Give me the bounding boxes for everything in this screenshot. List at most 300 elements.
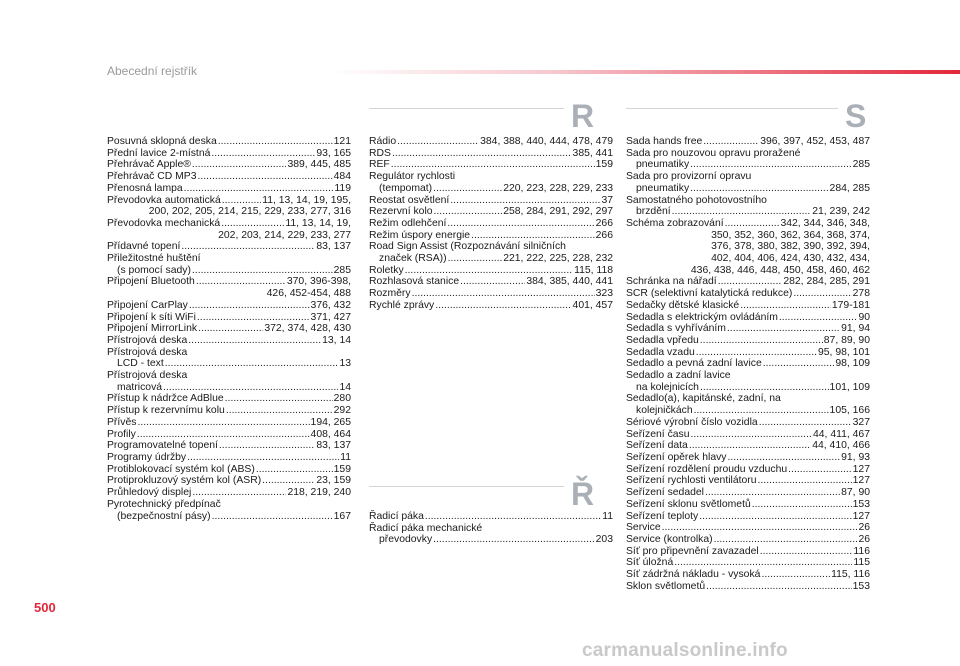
dot-leader xyxy=(435,300,571,312)
index-entry xyxy=(626,557,870,569)
entry-pages: 13, 14 xyxy=(322,334,351,346)
index-entry xyxy=(626,440,870,452)
index-entry xyxy=(107,195,351,207)
index-entry xyxy=(107,405,351,417)
dot-leader xyxy=(198,323,263,335)
entry-pages: 121 xyxy=(333,136,351,147)
entry-label: (tempomat) xyxy=(379,182,433,194)
entry-pages: 95, 98, 101 xyxy=(818,346,870,358)
index-entry xyxy=(369,148,613,160)
dot-leader xyxy=(192,265,333,277)
index-entry-heading: Sada pro nouzovou opravu proražené xyxy=(626,147,801,159)
entry-label: Přístup k nádržce AdBlue xyxy=(107,393,224,405)
entry-pages-continued: 202, 203, 214, 229, 233, 277 xyxy=(218,229,351,241)
entry-pages: 119 xyxy=(334,182,351,194)
entry-label: Přívěs xyxy=(107,416,137,428)
index-entry xyxy=(107,358,351,370)
entry-label: Programovatelné topení xyxy=(107,440,218,452)
entry-pages: 116 xyxy=(853,545,870,557)
index-entry xyxy=(626,405,870,417)
index-entry xyxy=(626,276,870,288)
dot-leader xyxy=(763,358,835,370)
entry-label: Přenosná lampa xyxy=(107,182,183,194)
entry-pages: 11, 13, 14, 19, xyxy=(285,217,351,229)
entry-label: Seřízení data xyxy=(626,440,688,452)
dot-leader xyxy=(447,218,594,230)
entry-label: Přední lavice 2-místná xyxy=(107,147,211,159)
index-entry xyxy=(626,300,870,312)
dot-leader xyxy=(448,253,503,265)
dot-leader xyxy=(662,522,858,534)
index-entry-heading: Samostatného pohotovostního xyxy=(626,194,767,206)
dot-leader xyxy=(674,557,852,569)
entry-label: Sedadla s elektrickým ovládáním xyxy=(626,311,778,323)
entry-pages: 385, 441 xyxy=(572,147,613,159)
entry-label: Seřízení rychlosti ventilátoru xyxy=(626,475,757,487)
entry-pages: 194, 265 xyxy=(310,416,351,428)
index-entry xyxy=(626,347,870,359)
entry-pages-continued: 436, 438, 446, 448, 450, 458, 460, 462 xyxy=(690,264,870,276)
index-entry xyxy=(107,393,351,405)
entry-label: Připojení CarPlay xyxy=(107,299,188,311)
index-entry xyxy=(107,300,351,312)
entry-pages: 159 xyxy=(595,159,613,171)
index-entry xyxy=(626,475,870,487)
dot-leader xyxy=(450,195,600,207)
index-entry xyxy=(107,148,351,160)
entry-pages: 11 xyxy=(340,451,351,463)
index-entry xyxy=(369,218,613,230)
index-entry-heading: Pyrotechnický předpínač xyxy=(107,498,221,510)
entry-pages: 37 xyxy=(601,194,613,206)
index-column-left xyxy=(107,136,351,522)
index-entry-heading: Přístrojová deska xyxy=(107,346,188,358)
index-entry xyxy=(369,206,613,218)
entry-label: Převodovka automatická xyxy=(107,194,221,206)
entry-label: SCR (selektivní katalytická redukce) xyxy=(626,288,793,300)
entry-pages: 101, 109 xyxy=(829,381,870,393)
entry-pages: 153 xyxy=(852,580,870,592)
entry-label: Rychlé zprávy xyxy=(369,299,435,311)
entry-pages: 372, 374, 428, 430 xyxy=(264,323,351,335)
dot-leader xyxy=(397,136,479,148)
entry-label: Sada hands free xyxy=(626,136,703,147)
index-entry xyxy=(369,300,613,312)
index-entry xyxy=(107,323,351,335)
entry-pages: 389, 445, 485 xyxy=(287,159,351,171)
entry-label: Seřízení sklonu světlometů xyxy=(626,498,751,510)
entry-pages: 14 xyxy=(339,381,351,393)
entry-pages: 220, 223, 228, 229, 233 xyxy=(503,182,613,194)
index-entry xyxy=(369,253,613,265)
entry-label: brzdění xyxy=(636,206,671,218)
dot-leader xyxy=(740,300,831,312)
entry-pages: 93, 165 xyxy=(316,147,351,159)
entry-label: pneumatiky xyxy=(636,159,690,171)
index-entry xyxy=(107,218,351,230)
section-letter-s: S xyxy=(845,98,867,134)
index-entry xyxy=(107,382,351,394)
dot-leader xyxy=(198,171,333,183)
entry-pages-continued: 350, 352, 360, 362, 364, 368, 374, xyxy=(711,229,870,241)
dot-leader xyxy=(218,136,333,148)
section-divider-r-caron xyxy=(369,486,564,487)
entry-label: Seřízení teploty xyxy=(626,510,699,522)
entry-label: Převodovka mechanická xyxy=(107,217,221,229)
index-entry xyxy=(626,382,870,394)
index-entry xyxy=(626,136,870,148)
entry-label: Rozhlasová stanice xyxy=(369,276,460,288)
dot-leader xyxy=(725,218,780,230)
entry-label: na kolejnicích xyxy=(636,381,699,393)
entry-pages: 371, 427 xyxy=(310,311,351,323)
section-letter-r: R xyxy=(571,98,595,134)
index-entry xyxy=(369,136,613,148)
dot-leader xyxy=(788,464,851,476)
entry-pages-continued: 426, 452-454, 488 xyxy=(266,288,351,300)
index-entry xyxy=(107,265,351,277)
dot-leader xyxy=(405,265,573,277)
entry-label: Profily xyxy=(107,428,136,440)
entry-pages: 384, 385, 440, 441 xyxy=(526,276,613,288)
dot-leader xyxy=(705,487,840,499)
index-entry xyxy=(626,159,870,171)
entry-pages: 87, 89, 90 xyxy=(823,334,870,346)
dot-leader xyxy=(425,511,601,523)
dot-leader xyxy=(433,534,595,546)
entry-label: Service (kontrolka) xyxy=(626,533,713,545)
dot-leader xyxy=(700,382,829,394)
entry-label: Průhledový displej xyxy=(107,487,192,499)
index-entry xyxy=(369,276,613,288)
entry-pages: 323 xyxy=(595,288,613,300)
dot-leader xyxy=(262,475,315,487)
index-column-middle xyxy=(369,136,613,312)
index-entry xyxy=(107,417,351,429)
index-entry xyxy=(107,171,351,183)
index-entry xyxy=(107,487,351,499)
entry-label: (bezpečnostní pásy) xyxy=(117,510,211,522)
entry-pages-continued: 402, 404, 406, 424, 430, 432, 434, xyxy=(711,253,870,265)
index-entry xyxy=(107,335,351,347)
dot-leader xyxy=(225,393,333,405)
index-entry xyxy=(369,288,613,300)
entry-pages: 153 xyxy=(852,498,870,510)
index-entry xyxy=(626,499,870,511)
entry-pages: 127 xyxy=(852,510,870,522)
dot-leader xyxy=(211,148,315,160)
dot-leader xyxy=(192,487,286,499)
entry-pages: 159 xyxy=(333,463,351,475)
index-entry-heading: Přiležitostné huštění xyxy=(107,253,201,265)
index-entry xyxy=(369,265,613,277)
dot-leader xyxy=(752,499,852,511)
index-entry xyxy=(626,429,870,441)
index-entry xyxy=(107,464,351,476)
dot-leader xyxy=(689,440,811,452)
index-entry xyxy=(369,159,613,171)
entry-label: Režim úspory energie xyxy=(369,229,471,241)
index-entry xyxy=(369,534,613,546)
entry-label: Sériové výrobní číslo vozidla xyxy=(626,416,758,428)
entry-label: LCD - text xyxy=(117,358,164,370)
dot-leader xyxy=(758,475,852,487)
entry-label: Roletky xyxy=(369,264,404,276)
entry-pages: 218, 219, 240 xyxy=(287,487,351,499)
entry-pages: 221, 222, 225, 228, 232 xyxy=(503,253,613,265)
entry-label: REF xyxy=(369,159,390,171)
index-entry xyxy=(626,358,870,370)
entry-pages: 11, 13, 14, 19, 195, xyxy=(262,194,351,206)
entry-pages: 370, 396-398, xyxy=(286,276,351,288)
entry-label: Přehrávač CD MP3 xyxy=(107,171,197,183)
dot-leader xyxy=(703,136,759,148)
dot-leader xyxy=(728,452,841,464)
entry-pages: 13 xyxy=(339,358,351,370)
dot-leader xyxy=(696,347,817,359)
entry-label: Síť zádržná nákladu - vysoká xyxy=(626,569,761,581)
dot-leader xyxy=(256,464,333,476)
entry-pages: 408, 464 xyxy=(310,428,351,440)
dot-leader xyxy=(433,183,502,195)
index-entry xyxy=(107,511,351,523)
index-entry-heading: Sada pro provizorní opravu xyxy=(626,171,752,183)
entry-label: Síť pro připevnění zavazadel xyxy=(626,545,759,557)
index-entry xyxy=(107,429,351,441)
header-accent-bar xyxy=(330,70,960,74)
index-entry xyxy=(107,241,351,253)
index-entry xyxy=(626,511,870,523)
dot-leader xyxy=(221,218,284,230)
entry-label: Rádio xyxy=(369,136,397,147)
index-entry xyxy=(626,288,870,300)
entry-pages: 127 xyxy=(852,475,870,487)
index-entry xyxy=(626,183,870,195)
entry-label: Seřízení sedadel xyxy=(626,487,704,499)
entry-pages: 285 xyxy=(852,159,870,171)
entry-pages: 26 xyxy=(858,533,870,545)
entry-pages: 167 xyxy=(333,510,351,522)
index-entry xyxy=(107,276,351,288)
dot-leader xyxy=(718,276,783,288)
entry-pages: 83, 137 xyxy=(316,440,351,452)
entry-pages: 44, 411, 467 xyxy=(812,428,870,440)
dot-leader xyxy=(761,569,830,581)
index-entry xyxy=(626,417,870,429)
dot-leader xyxy=(471,230,595,242)
entry-label: Posuvná sklopná deska xyxy=(107,136,217,147)
index-entry xyxy=(626,581,870,593)
entry-label: Sedadla vzadu xyxy=(626,346,695,358)
entry-pages: 280 xyxy=(333,393,351,405)
index-entry xyxy=(369,511,613,523)
entry-pages-continued: 200, 202, 205, 214, 215, 229, 233, 277, 316 xyxy=(148,206,351,218)
entry-pages: 179-181 xyxy=(831,299,870,311)
dot-leader xyxy=(189,300,310,312)
page-title: Abecední rejstřík xyxy=(107,64,198,78)
dot-leader xyxy=(706,581,852,593)
entry-pages: 11 xyxy=(602,511,613,522)
index-entry xyxy=(626,218,870,230)
entry-pages: 91, 94 xyxy=(841,323,870,335)
entry-pages: 21, 239, 242 xyxy=(812,206,870,218)
entry-pages: 44, 410, 466 xyxy=(812,440,870,452)
dot-leader xyxy=(460,276,525,288)
entry-label: Sklon světlometů xyxy=(626,580,706,592)
entry-pages: 376, 432 xyxy=(310,299,351,311)
dot-leader xyxy=(188,335,321,347)
dot-leader xyxy=(219,440,315,452)
index-entry xyxy=(626,522,870,534)
entry-label: Řadicí páka xyxy=(369,511,424,522)
entry-pages: 203 xyxy=(595,534,613,546)
index-entry xyxy=(107,452,351,464)
dot-leader xyxy=(699,511,851,523)
entry-pages: 98, 109 xyxy=(835,358,870,370)
dot-leader xyxy=(694,405,829,417)
section-divider-r xyxy=(369,108,564,109)
entry-label: Sedadlo a pevná zadní lavice xyxy=(626,358,762,370)
dot-leader xyxy=(434,206,503,218)
entry-label: Schéma zobrazování xyxy=(626,217,724,229)
dot-leader xyxy=(700,335,823,347)
entry-pages: 396, 397, 452, 453, 487 xyxy=(760,136,870,147)
entry-pages: 258, 284, 291, 292, 297 xyxy=(503,206,613,218)
index-column-right xyxy=(626,136,870,592)
index-entry xyxy=(369,230,613,242)
dot-leader xyxy=(793,288,851,300)
index-entry xyxy=(626,206,870,218)
entry-label: Reostat osvětlení xyxy=(369,194,450,206)
section-divider-s xyxy=(626,108,838,109)
dot-leader xyxy=(714,534,858,546)
dot-leader xyxy=(759,417,852,429)
index-entry xyxy=(107,440,351,452)
entry-pages: 285 xyxy=(333,264,351,276)
index-entry xyxy=(369,195,613,207)
entry-pages: 127 xyxy=(852,463,870,475)
dot-leader xyxy=(212,511,333,523)
entry-label: Seřízení času xyxy=(626,428,690,440)
index-entry xyxy=(626,569,870,581)
dot-leader xyxy=(760,546,853,558)
index-entry-heading: Přístrojová deska xyxy=(107,370,188,382)
index-entry xyxy=(626,546,870,558)
entry-label: Připojení Bluetooth xyxy=(107,276,195,288)
index-entry-heading: Regulátor rychlosti xyxy=(369,171,456,183)
entry-pages: 284, 285 xyxy=(829,182,870,194)
entry-label: značek (RSA)) xyxy=(379,253,447,265)
entry-pages: 115 xyxy=(853,557,870,569)
entry-pages: 401, 457 xyxy=(572,299,613,311)
entry-label: Seřízení rozdělení proudu vzduchu xyxy=(626,463,788,475)
entry-label: Rezervní kolo xyxy=(369,206,433,218)
index-entry xyxy=(626,452,870,464)
entry-pages: 484 xyxy=(333,171,351,183)
dot-leader xyxy=(690,183,828,195)
entry-pages-continued: 376, 378, 380, 382, 390, 392, 394, xyxy=(711,241,870,253)
index-entry xyxy=(107,183,351,195)
entry-pages: 87, 90 xyxy=(841,487,870,499)
index-entry-heading: Řadicí páka mechanické xyxy=(369,522,483,534)
entry-label: Sedadla s vyhříváním xyxy=(626,323,726,335)
entry-label: pneumatiky xyxy=(636,182,690,194)
entry-label: Programy údržby xyxy=(107,451,187,463)
entry-pages: 105, 166 xyxy=(829,405,870,417)
index-entry-heading: Sedadlo a zadní lavice xyxy=(626,370,731,382)
entry-pages: 23, 159 xyxy=(316,475,351,487)
entry-pages: 91, 93 xyxy=(841,451,870,463)
entry-pages: 327 xyxy=(852,416,870,428)
dot-leader xyxy=(672,206,812,218)
entry-label: Přídavné topení xyxy=(107,241,181,253)
entry-label: Protiblokovací systém kol (ABS) xyxy=(107,463,255,475)
dot-leader xyxy=(184,183,334,195)
dot-leader xyxy=(187,452,339,464)
entry-label: matricová xyxy=(117,381,163,393)
entry-label: Schránka na nářadí xyxy=(626,276,717,288)
index-entry xyxy=(626,335,870,347)
dot-leader xyxy=(197,312,310,324)
entry-label: Sedačky dětské klasické xyxy=(626,299,740,311)
entry-label: Rozměry xyxy=(369,288,411,300)
entry-label: Připojení MirrorLink xyxy=(107,323,198,335)
index-section-r-caron xyxy=(369,511,613,546)
dot-leader xyxy=(392,148,572,160)
entry-label: Síť úložná xyxy=(626,557,674,569)
dot-leader xyxy=(196,276,286,288)
index-entry xyxy=(107,159,351,171)
entry-label: Seřízení opěrek hlavy xyxy=(626,451,727,463)
entry-pages: 342, 344, 346, 348, xyxy=(780,217,870,229)
dot-leader xyxy=(165,358,339,370)
dot-leader xyxy=(226,405,333,417)
entry-label: Přístrojová deska xyxy=(107,334,188,346)
entry-label: Service xyxy=(626,522,661,534)
dot-leader xyxy=(412,288,595,300)
entry-label: Připojení k síti WiFi xyxy=(107,311,196,323)
dot-leader xyxy=(181,241,315,253)
index-entry xyxy=(369,183,613,195)
dot-leader xyxy=(137,417,309,429)
dot-leader xyxy=(779,312,858,324)
section-letter-r-caron: Ř xyxy=(571,476,595,512)
dot-leader xyxy=(727,323,840,335)
index-entry xyxy=(626,323,870,335)
dot-leader xyxy=(137,429,310,441)
entry-pages: 266 xyxy=(595,229,613,241)
index-entry xyxy=(626,312,870,324)
index-entry xyxy=(107,475,351,487)
index-entry xyxy=(107,136,351,148)
entry-pages: 83, 137 xyxy=(316,241,351,253)
entry-pages: 292 xyxy=(333,405,351,417)
index-entry xyxy=(626,464,870,476)
dot-leader xyxy=(691,429,812,441)
entry-pages: 384, 388, 440, 444, 478, 479 xyxy=(480,136,613,147)
watermark: carmanualsonline.info xyxy=(582,640,788,661)
index-entry-heading: Road Sign Assist (Rozpoznávání silničních xyxy=(369,241,566,253)
index-entry-heading: Sedadlo(a), kapitánské, zadní, na xyxy=(626,393,781,405)
entry-label: Přehrávač Apple® xyxy=(107,159,191,171)
index-entry xyxy=(107,312,351,324)
entry-label: Přístup k rezervnímu kolu xyxy=(107,405,225,417)
dot-leader xyxy=(690,159,852,171)
entry-pages: 115, 116 xyxy=(831,569,870,581)
dot-leader xyxy=(192,159,287,171)
dot-leader xyxy=(163,382,338,394)
entry-label: (s pomocí sady) xyxy=(117,264,191,276)
